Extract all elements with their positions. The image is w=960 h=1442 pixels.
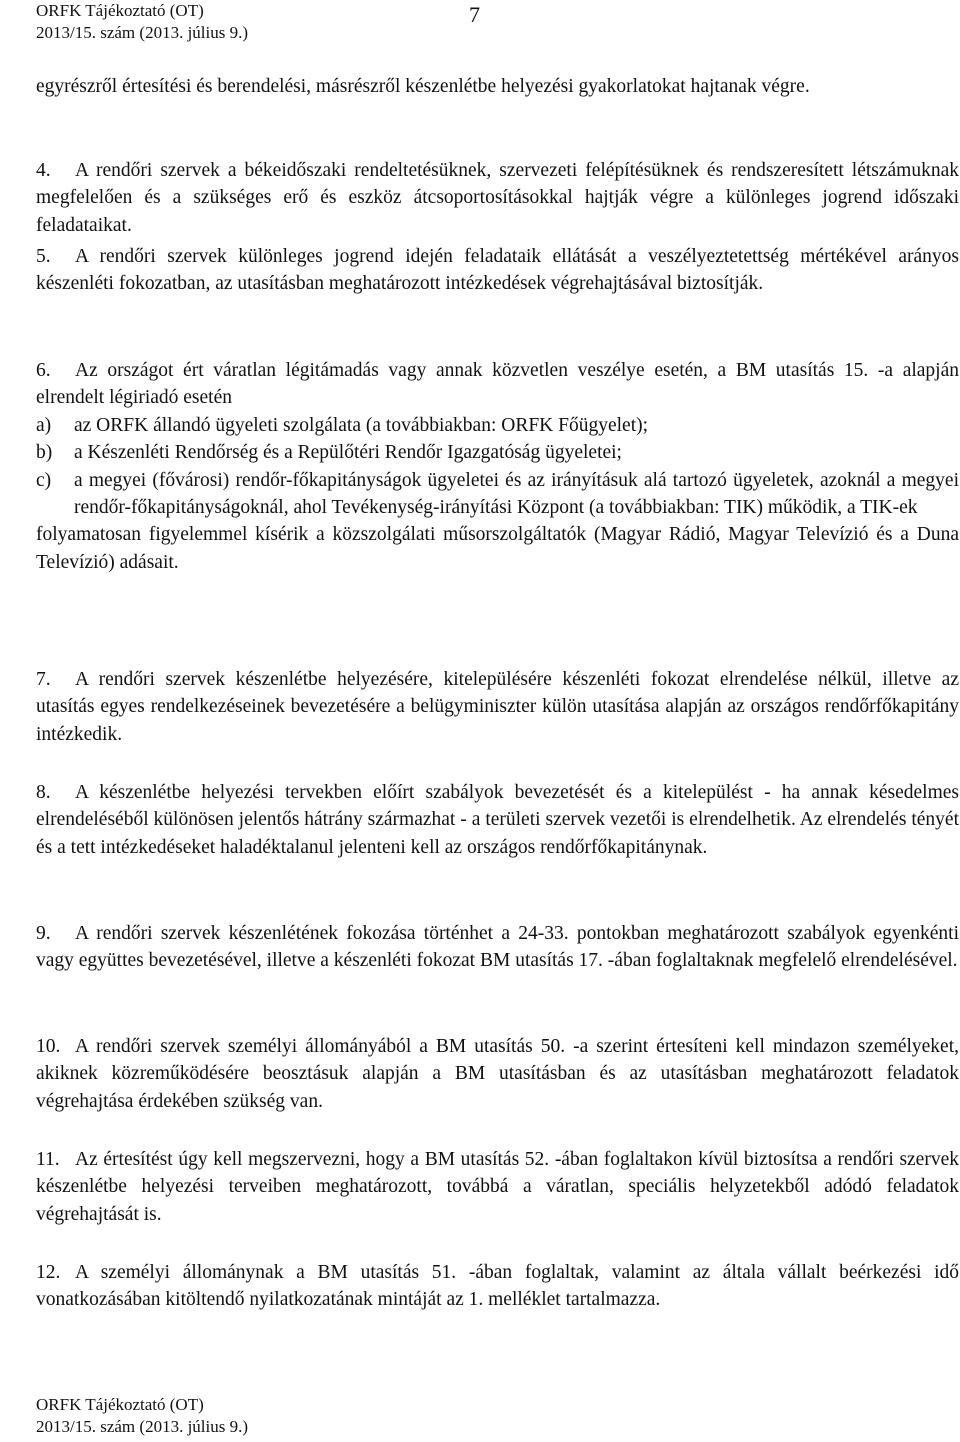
paragraph-4-number: 4.	[36, 160, 51, 181]
paragraph-6-item-a-label: a)	[36, 414, 52, 436]
paragraph-10-number: 10.	[36, 1036, 61, 1057]
header-issue: 2013/15. szám (2013. július 9.)	[36, 23, 249, 42]
paragraph-12	[36, 1259, 959, 1314]
paragraph-11-text: Az értesítést úgy kell megszervezni, hogy a BM utasítás 52. -ában foglaltakon kívül biztosítsa a rendőri szervek készenlétbe helyezési terveiben meghatározott, továbbá a váratlan, speciális helyzetekből adódó feladatok végrehajtását is.	[36, 1149, 959, 1225]
paragraph-9-number: 9.	[36, 923, 51, 944]
paragraph-6-tail: folyamatosan figyelemmel kísérik a közszolgálati műsorszolgáltatók (Magyar Rádió, Magyar Televízió és a Duna Televízió) adásait.	[36, 524, 959, 573]
paragraph-12-number: 12.	[36, 1262, 61, 1283]
paragraph-7	[36, 666, 959, 748]
paragraph-6	[36, 357, 959, 576]
paragraph-6-item-a	[36, 412, 959, 439]
header-title: ORFK Tájékoztató (OT)	[36, 1, 204, 20]
paragraph-9	[36, 920, 959, 975]
paragraph-8-number: 8.	[36, 782, 51, 803]
paragraph-6-item-b-label: b)	[36, 442, 53, 464]
paragraph-6-item-c	[36, 467, 959, 522]
paragraph-6-number: 6.	[36, 360, 51, 381]
paragraph-intro: egyrészről értesítési és berendelési, másrészről készenlétbe helyezési gyakorlatokat hajtanak végre.	[36, 76, 810, 97]
paragraph-7-text: A rendőri szervek készenlétbe helyezésére, kitelepülésére készenléti fokozat elrendelése nélkül, illetve az utasítás egyes rendelkezéseinek bevezetésére a belügyminiszter külön utasítása alapján az országos rendőrfőkapitány intézkedik.	[36, 669, 959, 745]
paragraph-11	[36, 1146, 959, 1228]
paragraph-6-item-a-text: az ORFK állandó ügyeleti szolgálata (a továbbiakban: ORFK Főügyelet);	[74, 414, 649, 436]
paragraph-6-item-b	[36, 439, 959, 466]
paragraph-5-number: 5.	[36, 246, 51, 267]
paragraph-5	[36, 243, 959, 298]
page-number: 7	[469, 2, 480, 27]
paragraph-10-text: A rendőri szervek személyi állományából a BM utasítás 50. -a szerint értesíteni kell mindazon személyeket, akiknek közreműködésére beosztásuk alapján a BM utasításban és az utasításban meghatározott feladatok végrehajtása érdekében szükség van.	[36, 1036, 959, 1112]
paragraph-6-lead: Az országot ért váratlan légitámadás vagy annak közvetlen veszélye esetén, a BM utasítás 15. -a alapján elrendelt légiriadó esetén	[36, 360, 959, 409]
paragraph-4	[36, 157, 959, 239]
paragraph-5-text: A rendőri szervek különleges jogrend idején feladataik ellátását a veszélyeztetettség mértékével arányos készenléti fokozatban, az utasításban meghatározott intézkedések végrehajtásával biztosítják.	[36, 246, 959, 295]
footer-title: ORFK Tájékoztató (OT)	[36, 1395, 204, 1414]
paragraph-9-text: A rendőri szervek készenlétének fokozása történhet a 24-33. pontokban meghatározott szabályok egyenkénti vagy együttes bevezetésével, illetve a készenléti fokozat BM utasítás 17. -ában foglaltaknak megfelelő elrendelésével.	[36, 923, 959, 972]
paragraph-6-item-c-text: a megyei (fővárosi) rendőr-főkapitányságok ügyeletei és az irányításuk alá tartozó ügyeletek, azoknál a megyei rendőr-főkapitányságoknál, ahol Tevékenység-irányítási Központ (a továbbiakban: TIK) működik, a TIK-ek	[74, 469, 959, 519]
paragraph-8	[36, 779, 959, 861]
footer-issue: 2013/15. szám (2013. július 9.)	[36, 1417, 249, 1436]
paragraph-4-text: A rendőri szervek a békeidőszaki rendeltetésüknek, szervezeti felépítésüknek és rendszeresített létszámuknak megfelelően és a szükséges erő és eszköz átcsoportosításokkal hajtják végre a különleges jogrend időszaki feladataikat.	[36, 160, 959, 236]
paragraph-6-item-c-label: c)	[36, 469, 52, 491]
paragraph-12-text: A személyi állománynak a BM utasítás 51. -ában foglaltak, valamint az általa vállalt beérkezési idő vonatkozásában kitöltendő nyilatkozatának mintáját az 1. melléklet tartalmazza.	[36, 1262, 959, 1311]
paragraph-10	[36, 1033, 959, 1115]
paragraph-6-item-b-text: a Készenléti Rendőrség és a Repülőtéri Rendőr Igazgatóság ügyeletei;	[74, 442, 622, 464]
paragraph-7-number: 7.	[36, 669, 51, 690]
paragraph-8-text: A készenlétbe helyezési tervekben előírt szabályok bevezetését és a kitelepülést - ha annak késedelmes elrendeléséből különösen jelentős hátrány származhat - a területi szervek vezetői is elrendelhetik. Az elrendelés tényét és a tett intézkedéseket haladéktalanul jelenteni kell az országos rendőrfőkapitánynak.	[36, 782, 959, 858]
paragraph-11-number: 11.	[36, 1149, 60, 1170]
